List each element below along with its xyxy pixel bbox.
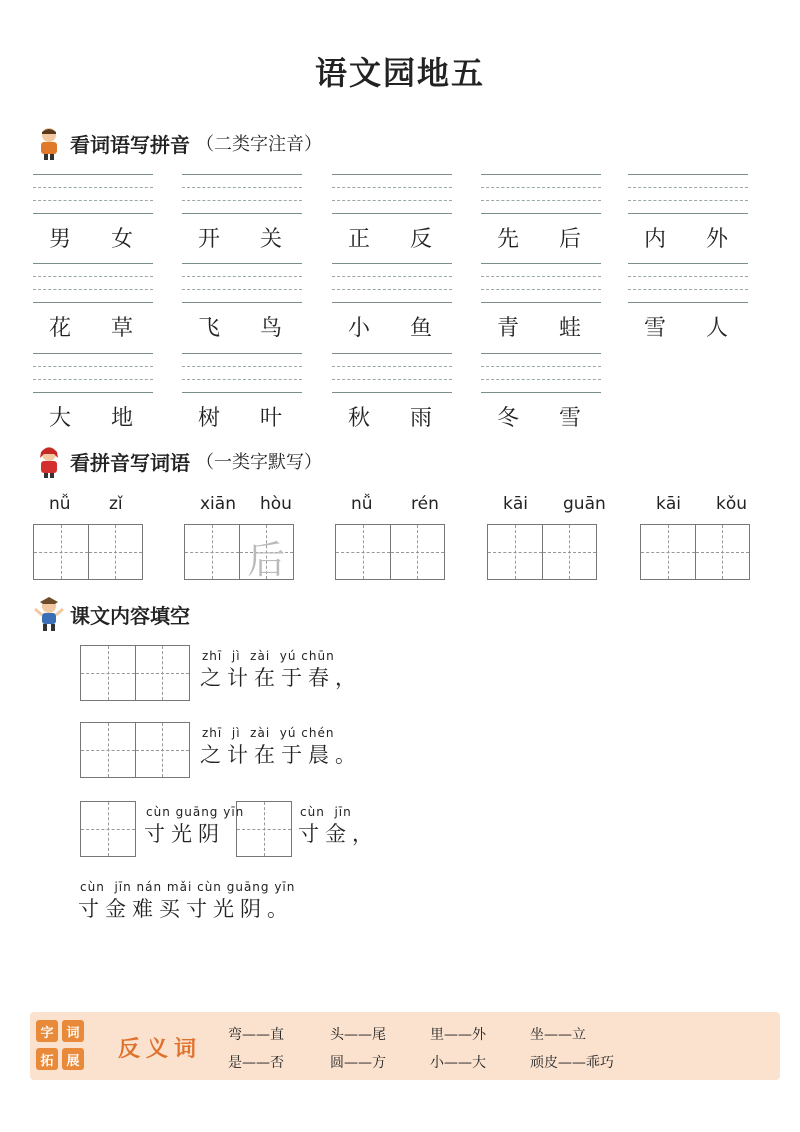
tianzige-box[interactable] [487, 524, 597, 580]
pinyin-writing-band[interactable] [33, 174, 153, 214]
word-char: 草 [111, 316, 134, 341]
section-header-pinyin [34, 126, 322, 160]
word-char: 内 [644, 227, 667, 252]
word-char: 大 [49, 406, 72, 431]
tianzige-box[interactable] [184, 524, 294, 580]
tile-zhan: 展 [62, 1048, 84, 1070]
word-char: 关 [260, 227, 283, 252]
tile-ci: 词 [62, 1020, 84, 1042]
pinyin-label: zǐ [109, 494, 123, 514]
boy-reading-icon [34, 126, 64, 160]
antonym-pair: 圆——方 [330, 1055, 386, 1071]
word-char: 青 [497, 316, 520, 341]
word-char: 开 [198, 227, 221, 252]
antonym-pair: 是——否 [228, 1055, 284, 1071]
word-char: 女 [111, 227, 134, 252]
tianzige-cell[interactable] [641, 525, 696, 579]
pinyin-label: kāi [503, 494, 528, 514]
word-char: 花 [49, 316, 72, 341]
pinyin-writing-band[interactable] [332, 353, 452, 393]
antonym-pair: 头——尾 [330, 1027, 386, 1043]
word-char: 雪 [644, 316, 667, 341]
pinyin-writing-band[interactable] [182, 263, 302, 303]
antonym-pair: 弯——直 [228, 1027, 284, 1043]
word-char: 雪 [559, 406, 582, 431]
pinyin-label: guān [563, 494, 606, 514]
tianzige-cell[interactable] [488, 525, 543, 579]
pinyin-label: xiān [200, 494, 236, 514]
antonym-banner [30, 1012, 780, 1080]
section-header-fill [34, 597, 190, 631]
word-char: 鱼 [410, 316, 433, 341]
word-char: 飞 [198, 316, 221, 341]
girl-writing-icon [34, 444, 64, 478]
pinyin-label: hòu [260, 494, 292, 514]
section-sublabel: （二类字注音） [196, 134, 322, 155]
line-pinyin: zhī jì zài yú chūn [202, 649, 335, 663]
word-char: 人 [706, 316, 729, 341]
tianzige-box[interactable] [640, 524, 750, 580]
word-char: 叶 [260, 406, 283, 431]
pinyin-label: nǚ [49, 494, 71, 514]
pinyin-writing-band[interactable] [182, 174, 302, 214]
pinyin-writing-band[interactable] [628, 174, 748, 214]
tile-zi: 字 [36, 1020, 58, 1042]
line-text: 寸金难买寸光阴。 [78, 897, 294, 921]
antonym-pair: 小——大 [430, 1055, 486, 1071]
section-label: 看拼音写词语 [70, 450, 190, 475]
pinyin-label: kǒu [716, 494, 748, 514]
pinyin-writing-band[interactable] [481, 263, 601, 303]
word-char: 鸟 [260, 316, 283, 341]
line-pinyin: cùn jīn [300, 805, 352, 819]
answer-box[interactable] [80, 645, 190, 701]
tianzige-box[interactable] [335, 524, 445, 580]
hint-char: 后 [247, 538, 286, 582]
page-title: 语文园地五 [314, 54, 485, 92]
tianzige-cell[interactable] [336, 525, 391, 579]
word-char: 冬 [497, 406, 520, 431]
pinyin-writing-band[interactable] [481, 353, 601, 393]
section-header-words [34, 444, 322, 478]
pinyin-writing-band[interactable] [33, 263, 153, 303]
pinyin-writing-band[interactable] [332, 174, 452, 214]
word-char: 蛙 [559, 316, 582, 341]
pinyin-label: kāi [656, 494, 681, 514]
tile-tuo: 拓 [36, 1048, 58, 1070]
word-char: 反 [410, 227, 433, 252]
pinyin-writing-band[interactable] [481, 174, 601, 214]
word-char: 地 [111, 406, 134, 431]
antonym-pair: 坐——立 [530, 1027, 586, 1043]
tianzige-cell[interactable] [89, 525, 143, 579]
pinyin-writing-band[interactable] [33, 353, 153, 393]
word-char: 树 [198, 406, 221, 431]
answer-box[interactable] [80, 722, 190, 778]
tianzige-box[interactable] [33, 524, 143, 580]
word-char: 小 [348, 316, 371, 341]
tianzige-cell[interactable] [240, 525, 294, 582]
pinyin-writing-band[interactable] [332, 263, 452, 303]
line-text: 寸光阴 [144, 822, 225, 846]
line-pinyin: cùn jīn nán mǎi cùn guāng yīn [80, 880, 296, 894]
word-char: 雨 [410, 406, 433, 431]
word-char: 先 [497, 227, 520, 252]
tianzige-cell[interactable] [391, 525, 445, 579]
tianzige-cell[interactable] [34, 525, 89, 579]
tianzige-cell[interactable] [185, 525, 240, 579]
line-pinyin: cùn guāng yīn [146, 805, 245, 819]
tianzige-cell[interactable] [543, 525, 597, 579]
line-pinyin: zhī jì zài yú chén [202, 726, 335, 740]
antonym-pair: 顽皮——乖巧 [530, 1055, 614, 1071]
word-char: 秋 [348, 406, 371, 431]
pinyin-writing-band[interactable] [628, 263, 748, 303]
pinyin-label: rén [411, 494, 439, 514]
section-label: 看词语写拼音 [70, 132, 190, 157]
word-char: 正 [348, 227, 371, 252]
pinyin-writing-band[interactable] [182, 353, 302, 393]
antonym-pair: 里——外 [430, 1027, 486, 1043]
banner-heading: 反义词 [118, 1037, 203, 1062]
pinyin-label: nǚ [351, 494, 373, 514]
line-text: 之计在于晨。 [200, 743, 362, 767]
tianzige-cell[interactable] [696, 525, 750, 579]
line-text: 之计在于春， [200, 666, 362, 690]
kid-jumping-icon [34, 597, 64, 631]
word-char: 男 [49, 227, 72, 252]
word-char: 外 [706, 227, 729, 252]
word-char: 后 [559, 227, 582, 252]
answer-box[interactable] [80, 801, 136, 857]
section-label: 课文内容填空 [70, 603, 190, 628]
section-sublabel: （一类字默写） [196, 452, 322, 473]
answer-box[interactable] [236, 801, 292, 857]
line-text: 寸金， [298, 822, 379, 846]
